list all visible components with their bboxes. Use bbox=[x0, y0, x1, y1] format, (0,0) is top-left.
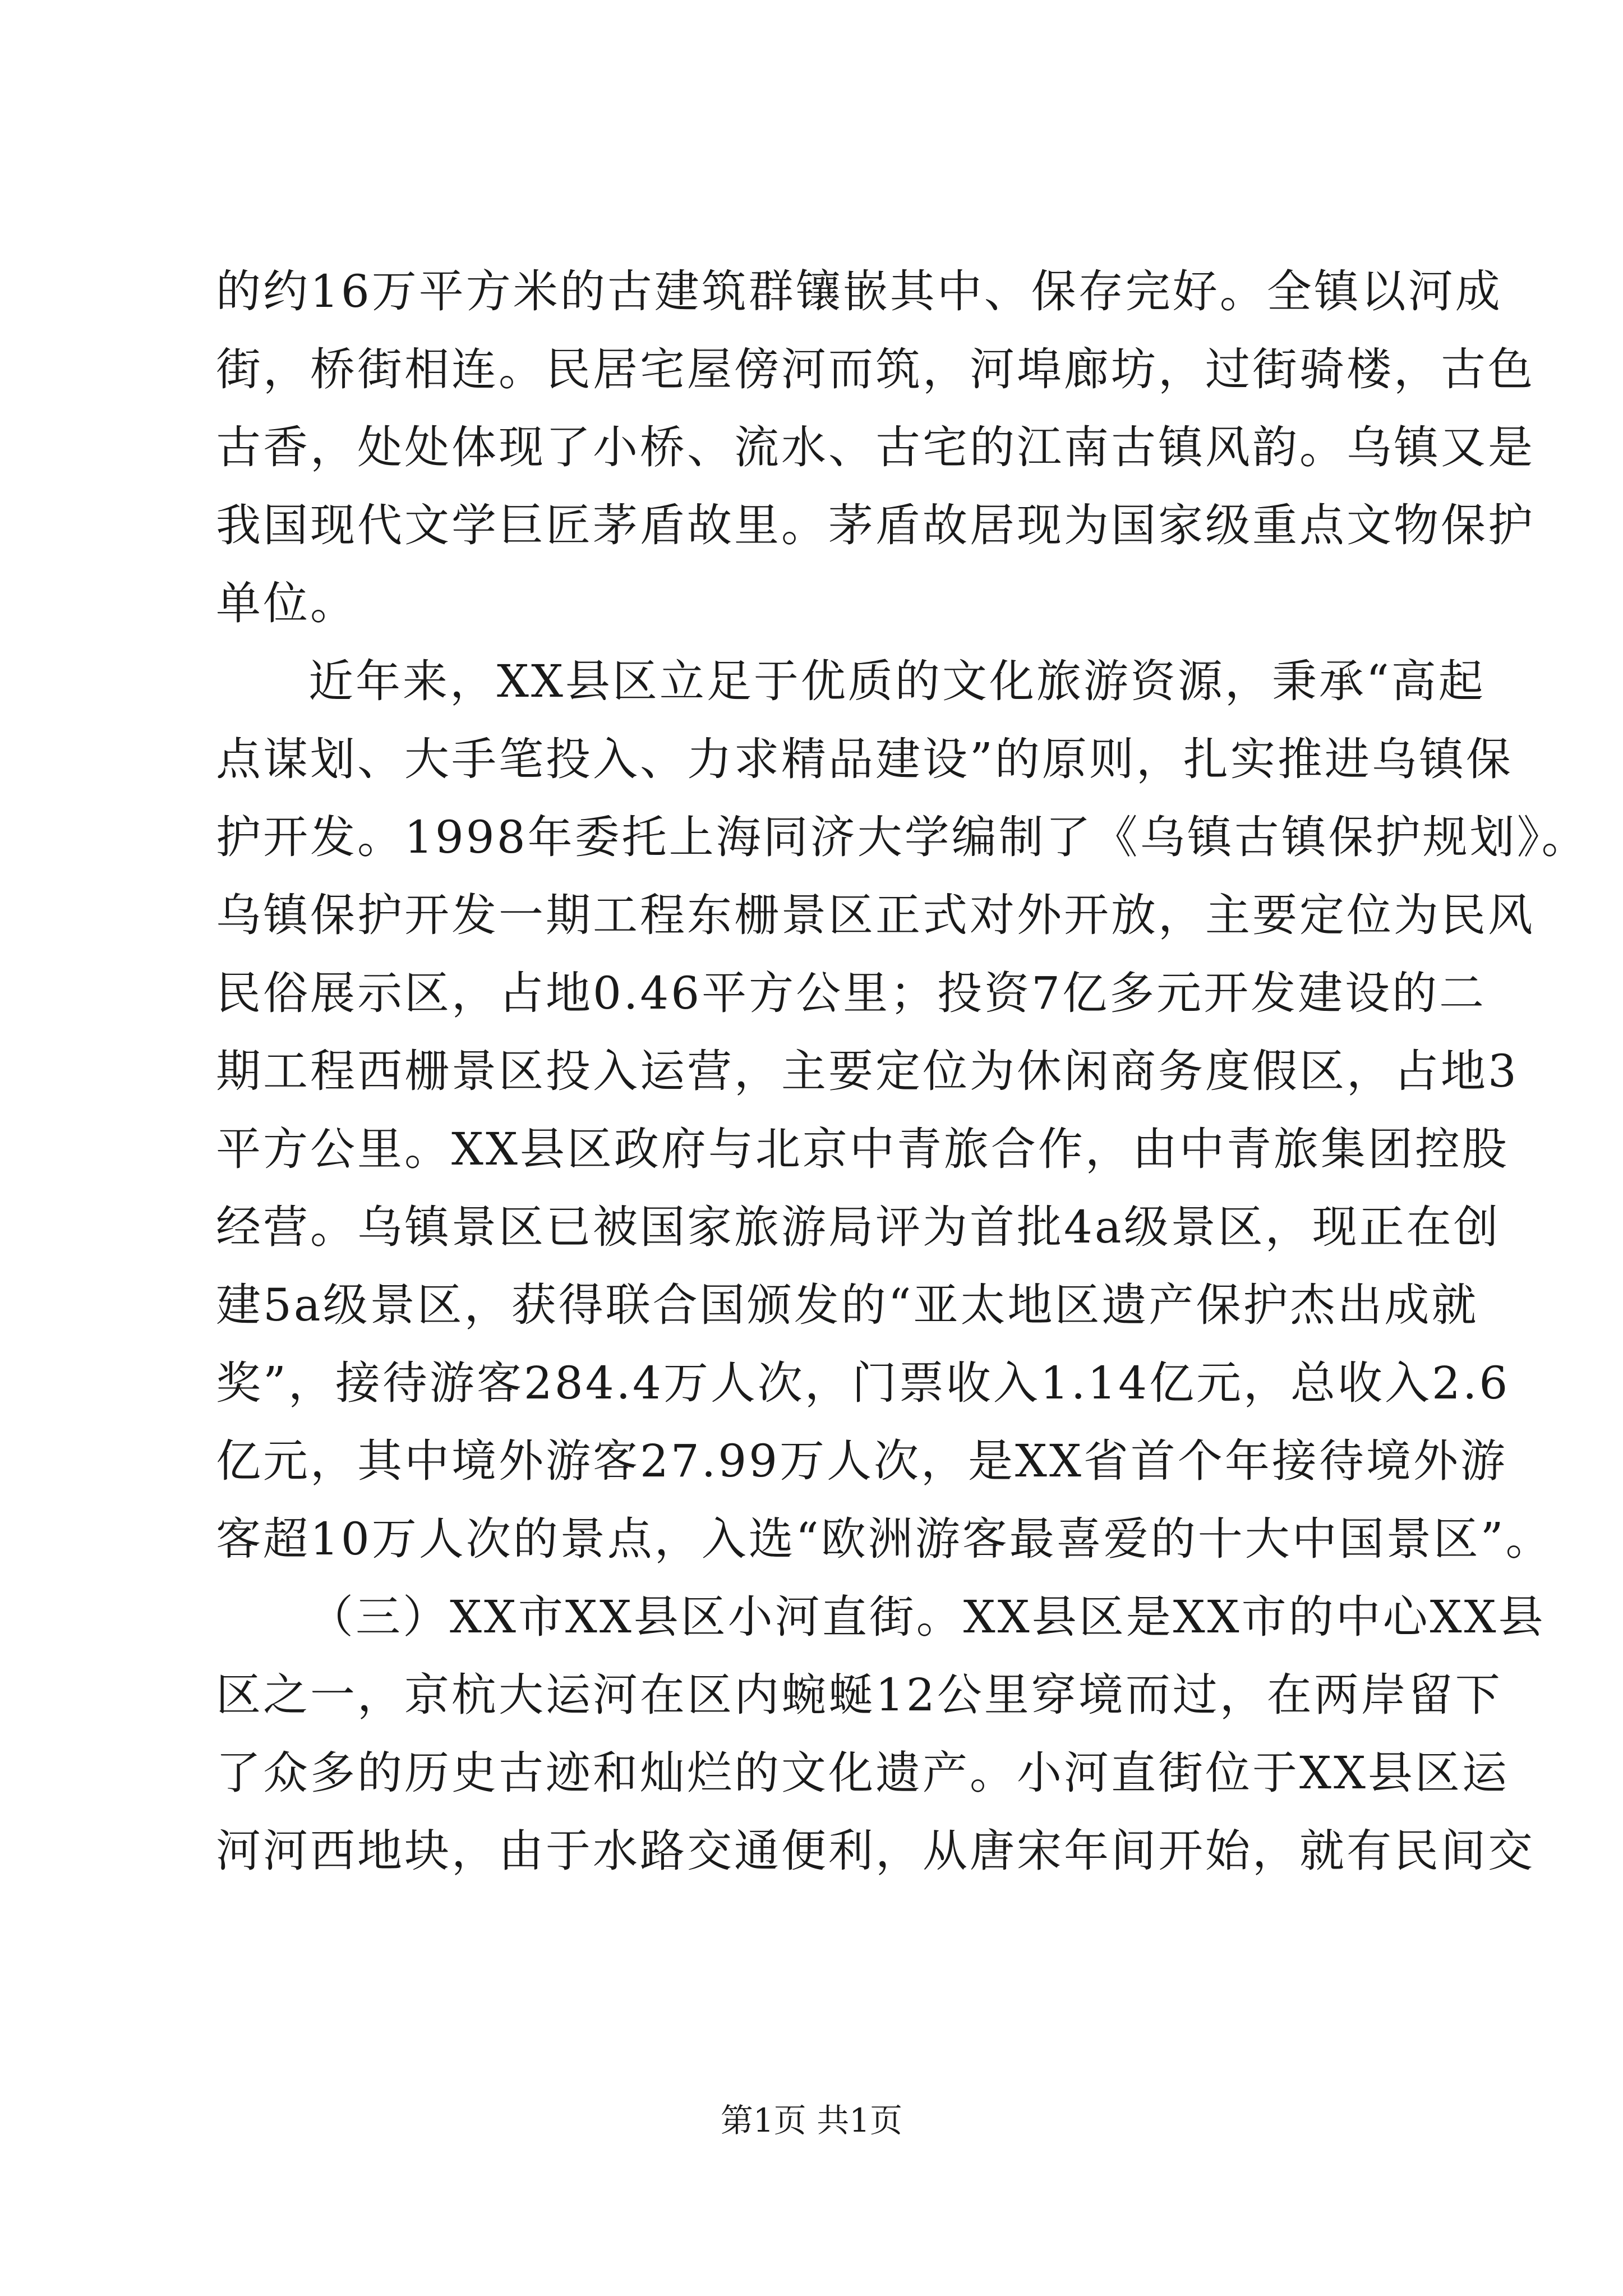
text-line: 亿元，其中境外游客27.99万人次，是XX省首个年接待境外游 bbox=[216, 1435, 1507, 1487]
document-body bbox=[216, 252, 1589, 1890]
page-number-footer: 第1页 共1页 bbox=[720, 2101, 903, 2139]
text-line: 护开发。1998年委托上海同济大学编制了《乌镇古镇保护规划》。 bbox=[216, 811, 1589, 863]
text-line: 古香，处处体现了小桥、流水、古宅的江南古镇风韵。乌镇又是 bbox=[216, 421, 1535, 473]
text-line: 我国现代文学巨匠茅盾故里。茅盾故居现为国家级重点文物保护 bbox=[216, 499, 1535, 551]
text-line: 平方公里。XX县区政府与北京中青旅合作，由中青旅集团控股 bbox=[216, 1123, 1509, 1175]
text-line: 点谋划、大手笔投入、力求精品建设”的原则，扎实推进乌镇保 bbox=[216, 733, 1513, 785]
paragraph-start-line: （三）XX市XX县区小河直街。XX县区是XX市的中心XX县 bbox=[308, 1591, 1546, 1643]
text-line: 期工程西栅景区投入运营，主要定位为休闲商务度假区，占地3 bbox=[216, 1045, 1519, 1097]
text-line: 了众多的历史古迹和灿烂的文化遗产。小河直街位于XX县区运 bbox=[216, 1747, 1509, 1799]
text-line: 单位。 bbox=[216, 577, 357, 629]
text-line: 的约16万平方米的古建筑群镶嵌其中、保存完好。全镇以河成 bbox=[216, 265, 1502, 318]
text-line: 乌镇保护开发一期工程东栅景区正式对外开放，主要定位为民风 bbox=[216, 889, 1535, 941]
text-line: 奖”，接待游客284.4万人次，门票收入1.14亿元，总收入2.6 bbox=[216, 1357, 1510, 1409]
text-line: 河河西地块，由于水路交通便利，从唐宋年间开始，就有民间交 bbox=[216, 1825, 1535, 1877]
text-line: 民俗展示区，占地0.46平方公里；投资7亿多元开发建设的二 bbox=[216, 967, 1487, 1019]
paragraph-start-line: 近年来，XX县区立足于优质的文化旅游资源，秉承“高起 bbox=[308, 655, 1486, 707]
text-line: 街，桥街相连。民居宅屋傍河而筑，河埠廊坊，过街骑楼，古色 bbox=[216, 343, 1535, 395]
text-line: 客超10万人次的景点，入选“欧洲游客最喜爱的十大中国景区”。 bbox=[216, 1513, 1553, 1565]
text-line: 区之一，京杭大运河在区内蜿蜒12公里穿境而过，在两岸留下 bbox=[216, 1669, 1502, 1721]
text-line: 经营。乌镇景区已被国家旅游局评为首批4a级景区，现正在创 bbox=[216, 1201, 1501, 1253]
text-line: 建5a级景区，获得联合国颁发的“亚太地区遗产保护杰出成就 bbox=[216, 1279, 1479, 1331]
